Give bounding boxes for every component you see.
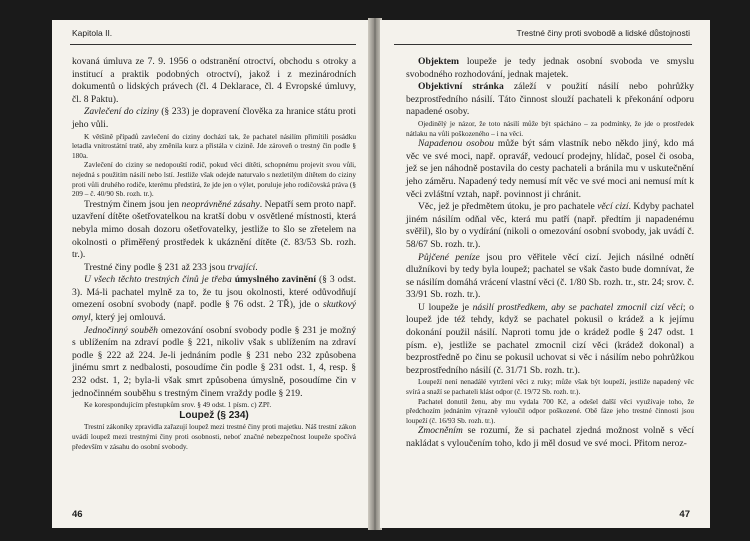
- small-print-note: Pachatel donutil ženu, aby mu vydala 700 Kč, a odešel další věci využívaje toho, že předchozím jednáním výrazně vyloučil odpor poškozené. Obě fáze jeho trestné činnosti jsou loupeží (č. 16/93 Sb. rozh. tr.).: [406, 396, 694, 425]
- header-rule-right: [394, 44, 692, 45]
- body-paragraph: U všech těchto trestných činů je třeba úmyslného zavinění (§ 3 odst. 3). Má-li pachatel mylně za to, že tu jsou okolnosti, které odůvodňují omezení osobní svobody (např. podle § 76 odst. 2 TŘ), jde o skutkový omyl, který jej omlouvá.: [72, 274, 356, 324]
- body-paragraph: Jednočinný souběh omezování osobní svobody podle § 231 je možný s ublížením na zdraví podle § 221, nikoliv však s ublížením na zdraví podle § 222 až 224. Je-li jednáním podle § 231 nebo 232 způsobena jinému smrt z nedbalosti, posoudíme čin podle § 231 odst. 1, 4, resp. § 232 odst. 1, 2; byla-li však smrt způsobena úmyslně, posoudíme čin v jednočinném souběhu s trestným činem vraždy podle § 219.: [72, 324, 356, 399]
- header-rule-left: [70, 44, 356, 45]
- right-page: [380, 20, 710, 528]
- running-header-left: Kapitola II.: [72, 28, 113, 38]
- small-print-note: Trestní zákoníky zpravidla zařazují loupež mezi trestné činy proti majetku. Náš trestní zákon uvádí loupež mezi trestnými činy proti osobnosti, neboť značné nebezpečnost loupeže spočívá především v zásahu do osobní svobody.: [72, 422, 356, 451]
- body-paragraph: U loupeže je násilí prostředkem, aby se pachatel zmocnil cizí věci; o loupež jde též tehdy, když se pachatel pokusil o krádež a k jejímu dokonání použil násilí. Naproti tomu jde o krádež podle § 247 odst. 1 písm. e), jestliže se pachatel zmocnil cizí věci (krádež dokonal) a bezprostředně po činu se pokusil uchovat si věc i násilím nebo pohrůžkou bezprostředního násilí (č. 31/71 Sb. rozh. tr.).: [406, 301, 694, 376]
- small-print-note: Loupeží není nenadálé vytržení věci z ruky; může však být loupeží, jestliže napadený věc svírá a snaží se pachateli klást odpor (č. 19/72 Sb. rozh. tr.).: [406, 377, 694, 397]
- body-paragraph: Objektivní stránka záleží v použití násilí nebo pohrůžky bezprostředního násilí. Táto činnost slouží pachateli k překonání odporu napadené osoby.: [406, 81, 694, 118]
- body-paragraph: Trestným činem jsou jen neoprávněné zásahy. Nepatří sem proto např. uzavření dítěte ošetřovatelkou na kratší dobu v osvětlené místnosti, která nebyla mimo dosah dozoru ošetřovatelky, jestliže to šlo se zřetelem na okolnosti o přiměřený prostředek k ukáznění dítěte (č. 83/53 Sb. rozh. tr.).: [72, 198, 356, 261]
- small-print-note: Ojedinělý je názor, že toto násilí může být spácháno – za podmínky, že jde o prostředek nátlaku na vůli poškozeného – i na věci.: [406, 118, 694, 138]
- page-number-left: 46: [72, 509, 83, 520]
- body-paragraph: Zavlečení do ciziny (§ 233) je dopravení člověka za hranice státu proti jeho vůli.: [72, 106, 357, 130]
- small-print-note: Zavlečení do ciziny se nedopouští rodič, pokud věci dítěti, schopnému projevit svou vůli, nejedná s použitím násilí nebo lstí. Jestliže však odejde naturvalo s nezletilým dítětem do ciziny proti vůli druhého rodiče, kterému předstírá, že jde jen o výlet, poruluje jeho rodičovská práva (§ 209 – č. 40/90 Sb. rozh. tr.).: [72, 160, 356, 199]
- body-paragraph: Objektem loupeže je tedy jednak osobní svoboda ve smyslu svobodného rozhodování, jednak majetek.: [406, 56, 694, 80]
- running-header-right: Trestné činy proti svobodě a lidské důstojnosti: [516, 28, 690, 38]
- body-paragraph: Půjčené peníze jsou pro věřitele věcí cizí. Jejich násilné odnětí dlužníkovi by tedy byla loupež; pachatel se však často bude domnívat, že se násilím domáhá vrácení vlastní věci (č. 1/80 Sb. rozh. tr., str. 24; srov. č. 33/91 Sb. rozh. tr.).: [406, 251, 694, 301]
- left-page-body: [72, 56, 356, 451]
- small-print-note: Ke korespondujícím přestupkům srov. § 49 odst. 1 písm. c) ZPř.: [84, 400, 272, 410]
- left-page: [52, 20, 370, 528]
- right-page-body: [406, 56, 694, 451]
- body-paragraph: kovaná úmluva ze 7. 9. 1956 o odstranění otroctví, obchodu s otroky a institucí a praktik podobných otroctví), jakož i z mezinárodních dokumentů o lidských právech (čl. 4 Deklarace, čl. 4 Evropské úmluvy, čl. 8 Paktu).: [72, 56, 356, 105]
- section-heading: Loupež (§ 234): [179, 409, 249, 421]
- page-number-right: 47: [679, 509, 690, 520]
- body-paragraph: Napadenou osobou může být sám vlastník nebo někdo jiný, kdo má věc ve své moci, např. opravář, vedoucí prodejny, hlídač, posel či osoba, jež se jen náhodně postavila do cesty pachateli a bránila mu v uskutečnění jeho záměru. Napadený tedy nemusí mít věc ve své moci ani nemusí mít k věci zvláštní vztah, např. povinnost ji chránit.: [406, 138, 694, 200]
- body-paragraph: Věc, jež je předmětem útoku, je pro pachatele věcí cizí. Kdyby pachatel jiném násilím odňal věc, která mu patří (např. předtím ji napadenému svěřil), šlo by o vydírání (nikoli o omezování osobní svobody, jak uvádí č. 58/67 Sb. rozh. tr.).: [406, 201, 694, 250]
- body-paragraph: Zmocněním se rozumí, že si pachatel zjedná možnost volně s věcí nakládat s vyloučením toho, kdo ji měl dosud ve své moci. Přitom neroz-: [406, 425, 694, 449]
- body-paragraph: Trestné činy podle § 231 až 233 jsou trvající.: [84, 261, 258, 273]
- small-print-note: K většině případů zavlečení do ciziny dochází tak, že pachatel násilím přimítili posádku letadla vnitrostátní tratě, aby změnila kurz a přistála v cizině. Jde zároveň o trestný čin podle § 180a.: [72, 131, 356, 160]
